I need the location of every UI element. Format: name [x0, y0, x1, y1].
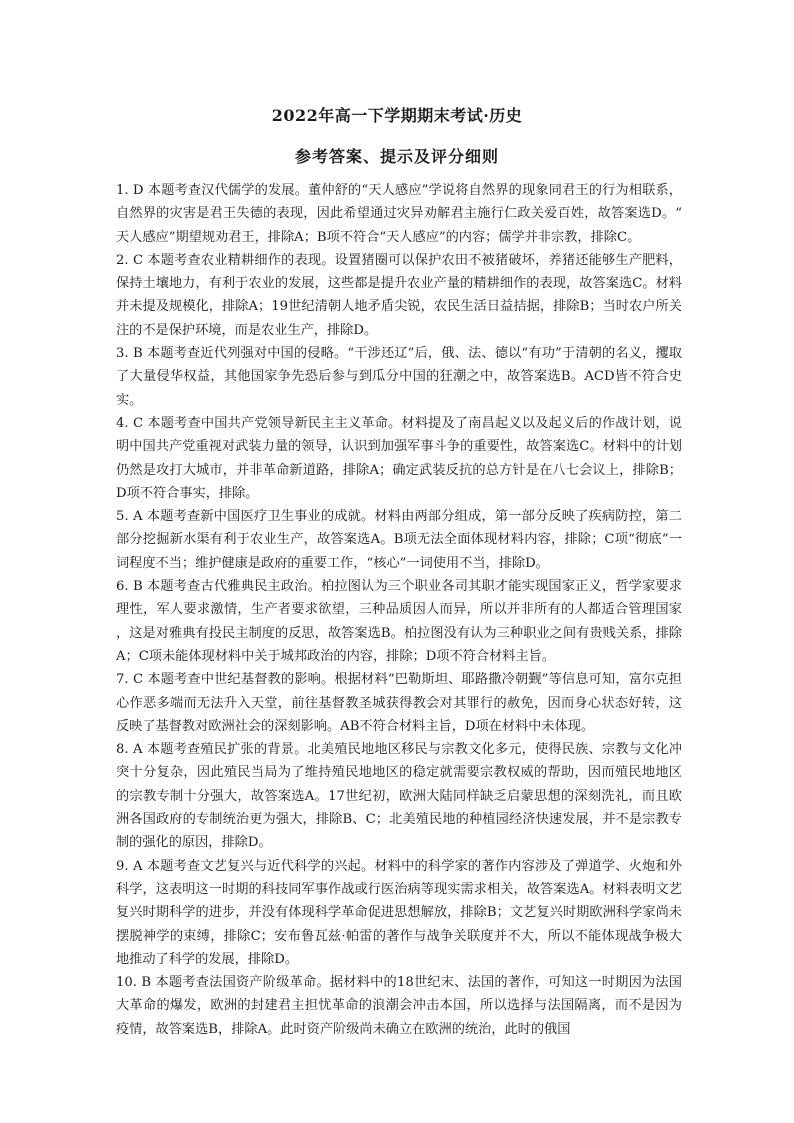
answer-item-1: 1. D 本题考查汉代儒学的发展。董仲舒的“天人感应”学说将自然界的现象同君王的行为相联系，自然界的灾害是君王失德的表现，因此希望通过灾异劝解君主施行仁政关爱百姓，故答案选D。“天人感应”期望规劝君王，排除A；B项不符合“天人感应”的内容；儒学并非宗教，排除C。 [116, 183, 682, 245]
answer-item-5: 5. A 本题考查新中国医疗卫生事业的成就。材料由两部分组成，第一部分反映了疾病防控，第二部分挖掘新水渠有利于农业生产，故答案选A。B项无法全面体现材料内容，排除；C项“彻底”一词程度不当；维护健康是政府的重要工作，“核心”一词使用不当，排除D。 [116, 509, 682, 571]
answer-item-7: 7. C 本题考查中世纪基督教的影响。根据材料“巴勒斯坦、耶路撒冷朝觐”等信息可知，富尔克担心作恶多端而无法升入天堂，前往基督教圣城获得教会对其罪行的赦免，因而身心状态好转，这反映了基督教对欧洲社会的深刻影响。AB不符合材料主旨，D项在材料中未体现。 [116, 672, 682, 734]
answer-item-3: 3. B 本题考查近代列强对中国的侵略。“干涉还辽”后，俄、法、德以“有功”于清朝的名义，攫取了大量侵华权益，其他国家争先恐后参与到瓜分中国的狂潮之中，故答案选B。ACD皆不符合史实。 [116, 346, 682, 408]
answer-item-8: 8. A 本题考查殖民扩张的背景。北美殖民地地区移民与宗教文化多元，使得民族、宗教与文化冲突十分复杂，因此殖民当局为了维持殖民地地区的稳定就需要宗教权威的帮助，因而殖民地地区的宗教专制十分强大，故答案选A。17世纪初，欧洲大陆同样缺乏启蒙思想的深刻洗礼，而且欧洲各国政府的专制统治更为强大，排除B、C；北美殖民地的种植园经济快速发展，并不是宗教专制的强化的原因，排除D。 [116, 742, 682, 851]
answer-item-4: 4. C 本题考查中国共产党领导新民主主义革命。材料提及了南昌起义以及起义后的作战计划，说明中国共产党重视对武装力量的领导，认识到加强军事斗争的重要性，故答案选C。材料中的计划仍然是攻打大城市，并非革命新道路，排除A；确定武装反抗的总方针是在八七会议上，排除B；D项不符合事实，排除。 [116, 415, 682, 501]
answer-item-6: 6. B 本题考查古代雅典民主政治。柏拉图认为三个职业各司其职才能实现国家正义，哲学家要求理性，军人要求激情，生产者要求欲望，三种品质因人而异，所以并非所有的人都适合管理国家，这是对雅典有投民主制度的反思，故答案选B。柏拉图没有认为三种职业之间有贵贱关系，排除A；C项未能体现材料中关于城邦政治的内容，排除；D项不符合材料主旨。 [116, 579, 682, 664]
answer-item-10: 10. B 本题考查法国资产阶级革命。据材料中的18世纪末、法国的著作，可知这一时期因为法国大革命的爆发，欧洲的封建君主担忧革命的浪潮会冲击本国，所以选择与法国隔离，而不是因为疫情，故答案选B，排除A。此时资产阶级尚未确立在欧洲的统治，此时的俄国 [116, 975, 682, 1037]
answer-item-2: 2. C 本题考查农业精耕细作的表现。设置猪圈可以保护农田不被猪破坏，养猪还能够生产肥料，保持土壤地力，有利于农业的发展，这些都是提升农业产量的精耕细作的表现，故答案选C。材料并未提及规模化，排除A；19世纪清朝人地矛盾尖锐，农民生活日益拮据，排除B；当时农户所关注的不是保护环境，而是农业生产，排除D。 [116, 252, 682, 338]
answer-list [116, 179, 682, 1041]
document-title: 2022年高一下学期期末考试·历史 [271, 106, 523, 125]
answer-item-9: 9. A 本题考查文艺复兴与近代科学的兴起。材料中的科学家的著作内容涉及了弹道学、火炮和外科学，这表明这一时期的科技同军事作战或行医治病等现实需求相关，故答案选A。材料表明文艺复兴时期科学的进步，并没有体现科学革命促进思想解放，排除B；文艺复兴时期欧洲科学家尚未摆脱神学的束缚，排除C；安布鲁瓦兹·帕雷的著作与战争关联度并不大，所以不能体现战争极大地推动了科学的发展，排除D。 [116, 858, 682, 967]
document-subtitle: 参考答案、提示及评分细则 [294, 147, 499, 166]
